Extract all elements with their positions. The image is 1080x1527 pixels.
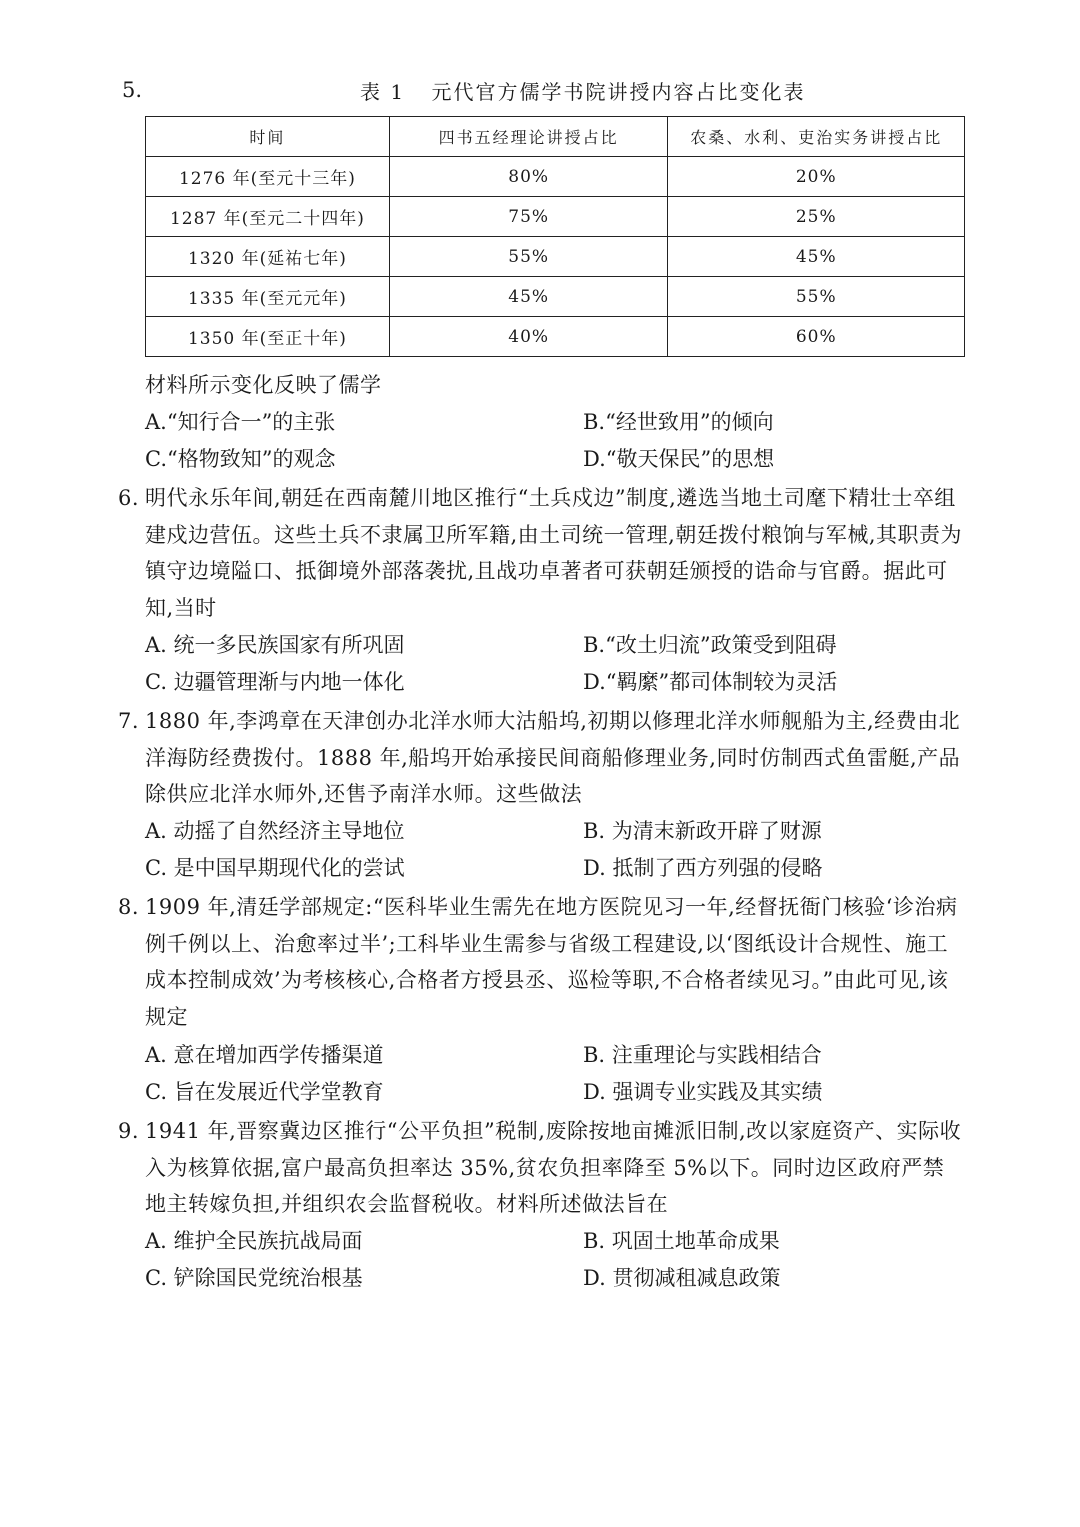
question-5-option-c[interactable]: C.“格物致知”的观念 [145, 447, 336, 471]
table-row [146, 157, 965, 197]
cell-time: 1276 年(至元十三年) [146, 157, 390, 197]
table-row [146, 197, 965, 237]
question-5-option-d[interactable]: D.“敬天保民”的思想 [583, 447, 775, 471]
question-5-option-b[interactable]: B.“经世致用”的倾向 [583, 410, 774, 434]
question-8-stem [118, 889, 965, 1035]
question-6-option-c[interactable]: C. 边疆管理渐与内地一体化 [145, 670, 405, 694]
question-5-option-a[interactable]: A.“知行合一”的主张 [145, 410, 336, 434]
header-practice: 农桑、水利、吏治实务讲授占比 [668, 117, 965, 157]
cell-time: 1320 年(延祐七年) [146, 237, 390, 277]
proportion-table [145, 116, 965, 357]
question-5-number: 5. [122, 78, 143, 102]
cell-theory: 55% [389, 237, 668, 277]
header-time: 时间 [146, 117, 390, 157]
question-7-option-d[interactable]: D. 抵制了西方列强的侵略 [583, 856, 823, 880]
question-9-option-a[interactable]: A. 维护全民族抗战局面 [145, 1229, 363, 1253]
cell-theory: 75% [389, 197, 668, 237]
cell-practice: 60% [668, 317, 965, 357]
table-caption-title: 元代官方儒学书院讲授内容占比变化表 [431, 80, 806, 104]
question-7-option-c[interactable]: C. 是中国早期现代化的尝试 [145, 856, 405, 880]
cell-time: 1287 年(至元二十四年) [146, 197, 390, 237]
question-9-option-d[interactable]: D. 贯彻减租减息政策 [583, 1266, 781, 1290]
cell-practice: 45% [668, 237, 965, 277]
question-8-number: 8. [118, 895, 140, 919]
table-row [146, 237, 965, 277]
question-6-text: 明代永乐年间,朝廷在西南麓川地区推行“土兵戍边”制度,遴选当地土司麾下精壮士卒组建戍边营伍。这些土兵不隶属卫所军籍,由土司统一管理,朝廷拨付粮饷与军械,其职责为镇守边境隘口、抵御境外部落袭扰,且战功卓著者可获朝廷颁授的诰命与官爵。据此可知,当时 [145, 486, 963, 620]
question-6-option-d[interactable]: D.“羁縻”都司体制较为灵活 [583, 670, 838, 694]
question-9-text: 1941 年,晋察冀边区推行“公平负担”税制,废除按地亩摊派旧制,改以家庭资产、实际收入为核算依据,富户最高负担率达 35%,贫农负担率降至 5%以下。同时边区政府严禁地主转嫁负担,并组织农会监督税收。材料所述做法旨在 [145, 1119, 962, 1216]
table-row [146, 277, 965, 317]
question-8-text: 1909 年,清廷学部规定:“医科毕业生需先在地方医院见习一年,经督抚衙门核验‘诊治病例千例以上、治愈率过半’;工科毕业生需参与省级工程建设,以‘图纸设计合规性、施工成本控制成效’为考核核心,合格者方授县丞、巡检等职,不合格者续见习。”由此可见,该规定 [145, 895, 958, 1029]
question-6-stem [118, 480, 965, 626]
cell-theory: 80% [389, 157, 668, 197]
table-row [146, 317, 965, 357]
cell-theory: 45% [389, 277, 668, 317]
question-6-number: 6. [118, 486, 140, 510]
question-8-option-c[interactable]: C. 旨在发展近代学堂教育 [145, 1080, 384, 1104]
question-7-option-b[interactable]: B. 为清末新政开辟了财源 [583, 819, 822, 843]
cell-practice: 20% [668, 157, 965, 197]
cell-time: 1350 年(至正十年) [146, 317, 390, 357]
question-7-option-a[interactable]: A. 动摇了自然经济主导地位 [145, 819, 405, 843]
question-8-option-d[interactable]: D. 强调专业实践及其实绩 [583, 1080, 823, 1104]
question-6-option-b[interactable]: B.“改土归流”政策受到阻碍 [583, 633, 837, 657]
table-header-row [146, 117, 965, 157]
cell-practice: 25% [668, 197, 965, 237]
question-7-text: 1880 年,李鸿章在天津创办北洋水师大沽船坞,初期以修理北洋水师舰船为主,经费由北洋海防经费拨付。1888 年,船坞开始承接民间商船修理业务,同时仿制西式鱼雷艇,产品除供应北洋水师外,还售予南洋水师。这些做法 [145, 709, 961, 806]
cell-theory: 40% [389, 317, 668, 357]
header-theory: 四书五经理论讲授占比 [389, 117, 668, 157]
question-9-number: 9. [118, 1119, 140, 1143]
question-9-stem [118, 1113, 965, 1223]
question-9-option-b[interactable]: B. 巩固土地革命成果 [583, 1229, 780, 1253]
question-8-option-a[interactable]: A. 意在增加西学传播渠道 [145, 1043, 384, 1067]
cell-practice: 55% [668, 277, 965, 317]
table-caption [360, 76, 805, 105]
question-6-option-a[interactable]: A. 统一多民族国家有所巩固 [145, 633, 405, 657]
question-5-stem: 材料所示变化反映了儒学 [145, 373, 382, 397]
question-7-number: 7. [118, 709, 140, 733]
question-9-option-c[interactable]: C. 铲除国民党统治根基 [145, 1266, 363, 1290]
question-7-stem [118, 703, 965, 813]
cell-time: 1335 年(至元元年) [146, 277, 390, 317]
table-caption-label: 表 1 [360, 80, 406, 104]
question-8-option-b[interactable]: B. 注重理论与实践相结合 [583, 1043, 822, 1067]
